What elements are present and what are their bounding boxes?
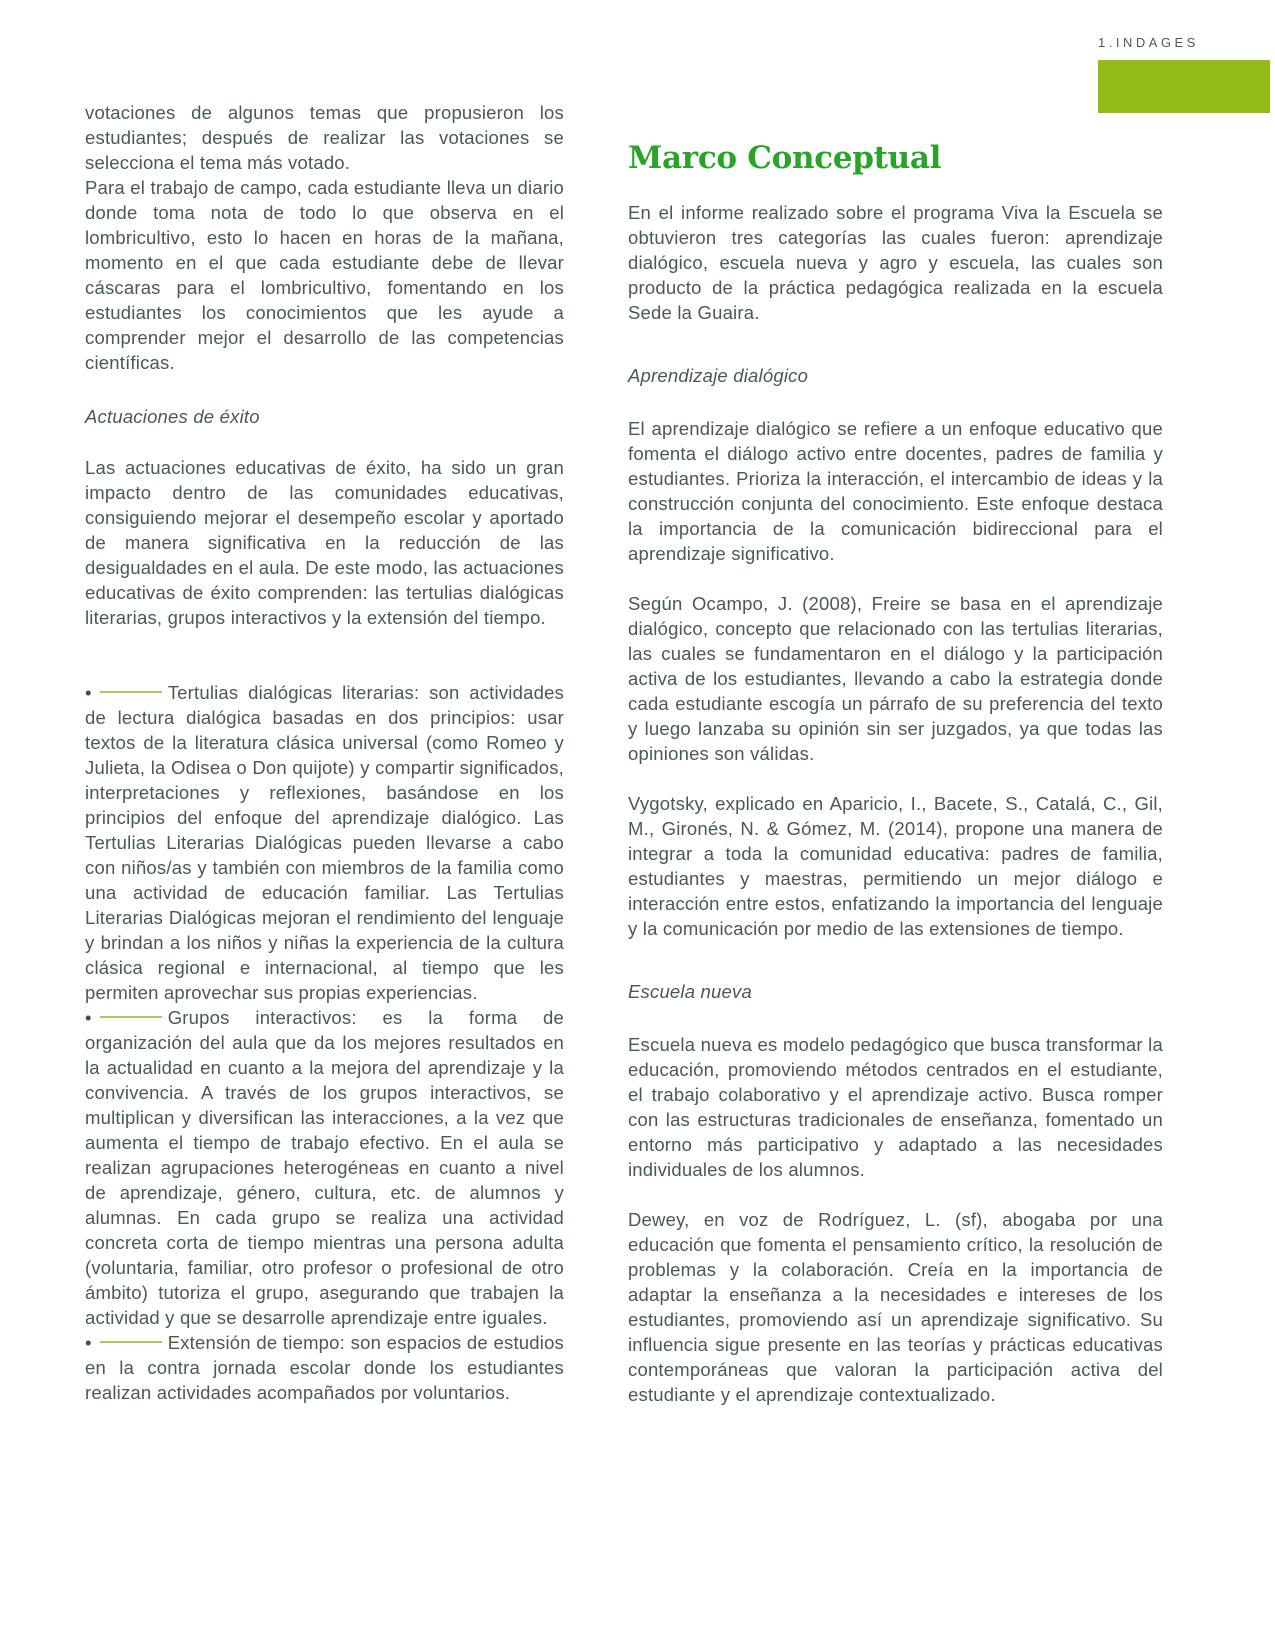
bullet-list [85, 680, 564, 1405]
green-accent-block [1098, 60, 1270, 113]
page-header [1098, 36, 1270, 113]
page-title: Marco Conceptual [628, 140, 942, 176]
section-heading-actuaciones: Actuaciones de éxito [85, 406, 260, 427]
bullet-item-grupos [85, 1005, 564, 1330]
escuela-nueva-paragraph-1: Escuela nueva es modelo pedagógico que busca transformar la educación, promoviendo métodos centrados en el estudiante, el trabajo colaborativo y el aprendizaje activo. Busca romper con las estructuras tradicionales de enseñanza, fomentado un entorno más participativo y adaptado a las necesidades individuales de los alumnos. [628, 1034, 1163, 1180]
bullet-dot: • [85, 682, 92, 703]
actuaciones-paragraph: Las actuaciones educativas de éxito, ha sido un gran impacto dentro de las comunidades educativas, consiguiendo mejorar el desempeño escolar y aportado de manera significativa en la reducción de las desigualdades en el aula. De este modo, las actuaciones educativas de éxito comprenden: las tertulias dialógicas literarias, grupos interactivos y la extensión del tiempo. [85, 457, 564, 628]
bullet-leader-line [100, 691, 162, 693]
aprendizaje-paragraph-3: Vygotsky, explicado en Aparicio, I., Bacete, S., Catalá, C., Gil, M., Gironés, N. & Gómez, M. (2014), propone una manera de integrar a toda la comunidad educativa: padres de familia, estudiantes y maestras, permitiendo un mejor diálogo e interacción entre estos, enfatizando la importancia del lenguaje y la comunicación por medio de las extensiones de tiempo. [628, 793, 1163, 939]
intro-paragraph-1: votaciones de algunos temas que propusieron los estudiantes; después de realizar las votaciones se selecciona el tema más votado. [85, 102, 564, 173]
page-number-label: 1.INDAGES [1098, 35, 1199, 50]
aprendizaje-paragraph-2: Según Ocampo, J. (2008), Freire se basa en el aprendizaje dialógico, concepto que relacionado con las tertulias literarias, las cuales se fundamentaron en el diálogo y la participación activa de los estudiantes, llevando a cabo la estrategia donde cada estudiante escogía un párrafo de su preferencia del texto y luego lanzaba su opinión sin ser juzgados, ya que todas las opiniones son válidas. [628, 593, 1163, 764]
left-column [85, 100, 564, 1405]
bullet-leader-line [100, 1016, 162, 1018]
section-heading-escuela-nueva: Escuela nueva [628, 981, 752, 1002]
bullet-term-tertulias: Tertulias dialógicas literarias: [167, 682, 420, 703]
bullet-leader-line [100, 1341, 162, 1343]
aprendizaje-paragraph-1: El aprendizaje dialógico se refiere a un enfoque educativo que fomenta el diálogo activo entre docentes, padres de familia y estudiantes. Prioriza la interacción, el intercambio de ideas y la construcción conjunta del conocimiento. Este enfoque destaca la importancia de la comunicación bidireccional para el aprendizaje significativo. [628, 418, 1163, 564]
section-heading-aprendizaje-dialogico: Aprendizaje dialógico [628, 365, 809, 386]
bullet-term-grupos: Grupos interactivos: [167, 1007, 357, 1028]
bullet-text-grupos: es la forma de organización del aula que da los mejores resultados en la actualidad en cuanto a la mejora del aprendizaje y la convivencia. A través de los grupos interactivos, se multiplican y diversifican las interacciones, a la vez que aumenta el tiempo de trabajo efectivo. En el aula se realizan agrupaciones heterogéneas en cuanto a nivel de aprendizaje, género, cultura, etc. de alumnos y alumnas. En cada grupo se realiza una actividad concreta corta de tiempo mientras una persona adulta (voluntaria, familiar, otro profesor o profesional de otro ámbito) tutoriza el grupo, asegurando que trabajen la actividad y que se desarrolle aprendizaje entre iguales. [85, 1007, 564, 1328]
right-column [628, 140, 1163, 1407]
bullet-dot: • [85, 1332, 92, 1353]
bullet-text-extension: son espacios de estudios en la contra jornada escolar donde los estudiantes realizan actividades acompañados por voluntarios. [85, 1332, 565, 1403]
bullet-text-tertulias: son actividades de lectura dialógica basadas en dos principios: usar textos de la literatura clásica universal (como Romeo y Julieta, la Odisea o Don quijote) y compartir significados, interpretaciones y reflexiones, basándose en los principios del enfoque del aprendizaje dialógico. Las Tertulias Literarias Dialógicas pueden llevarse a cabo con niños/as y también con miembros de la familia como una actividad de educación familiar. Las Tertulias Literarias Dialógicas mejoran el rendimiento del lenguaje y brindan a los niños y niñas la experiencia de la cultura clásica regional e internacional, al tiempo que les permiten aprovechar sus propias experiencias. [85, 682, 565, 1003]
intro-paragraph-2: Para el trabajo de campo, cada estudiante lleva un diario donde toma nota de todo lo que observa en el lombricultivo, esto lo hacen en horas de la mañana, momento en el que cada estudiante debe de llevar cáscaras para el lombricultivo, fomentando en los estudiantes los conocimientos que les ayude a comprender mejor el desarrollo de las competencias científicas. [85, 177, 564, 373]
bullet-dot: • [85, 1007, 92, 1028]
bullet-term-extension: Extensión de tiempo: [167, 1332, 346, 1353]
marco-intro-paragraph: En el informe realizado sobre el programa Viva la Escuela se obtuvieron tres categorías las cuales fueron: aprendizaje dialógico, escuela nueva y agro y escuela, las cuales son producto de la práctica pedagógica realizada en la escuela Sede la Guaira. [628, 202, 1163, 323]
bullet-item-tertulias [85, 680, 564, 1005]
escuela-nueva-paragraph-2: Dewey, en voz de Rodríguez, L. (sf), abogaba por una educación que fomenta el pensamiento crítico, la resolución de problemas y la colaboración. Creía en la importancia de adaptar la enseñanza a la necesidades e intereses de los estudiantes, promoviendo así un aprendizaje significativo. Su influencia sigue presente en las teorías y prácticas educativas contemporáneas que valoran la participación activa del estudiante y el aprendizaje contextualizado. [628, 1209, 1163, 1405]
bullet-item-extension [85, 1330, 564, 1405]
